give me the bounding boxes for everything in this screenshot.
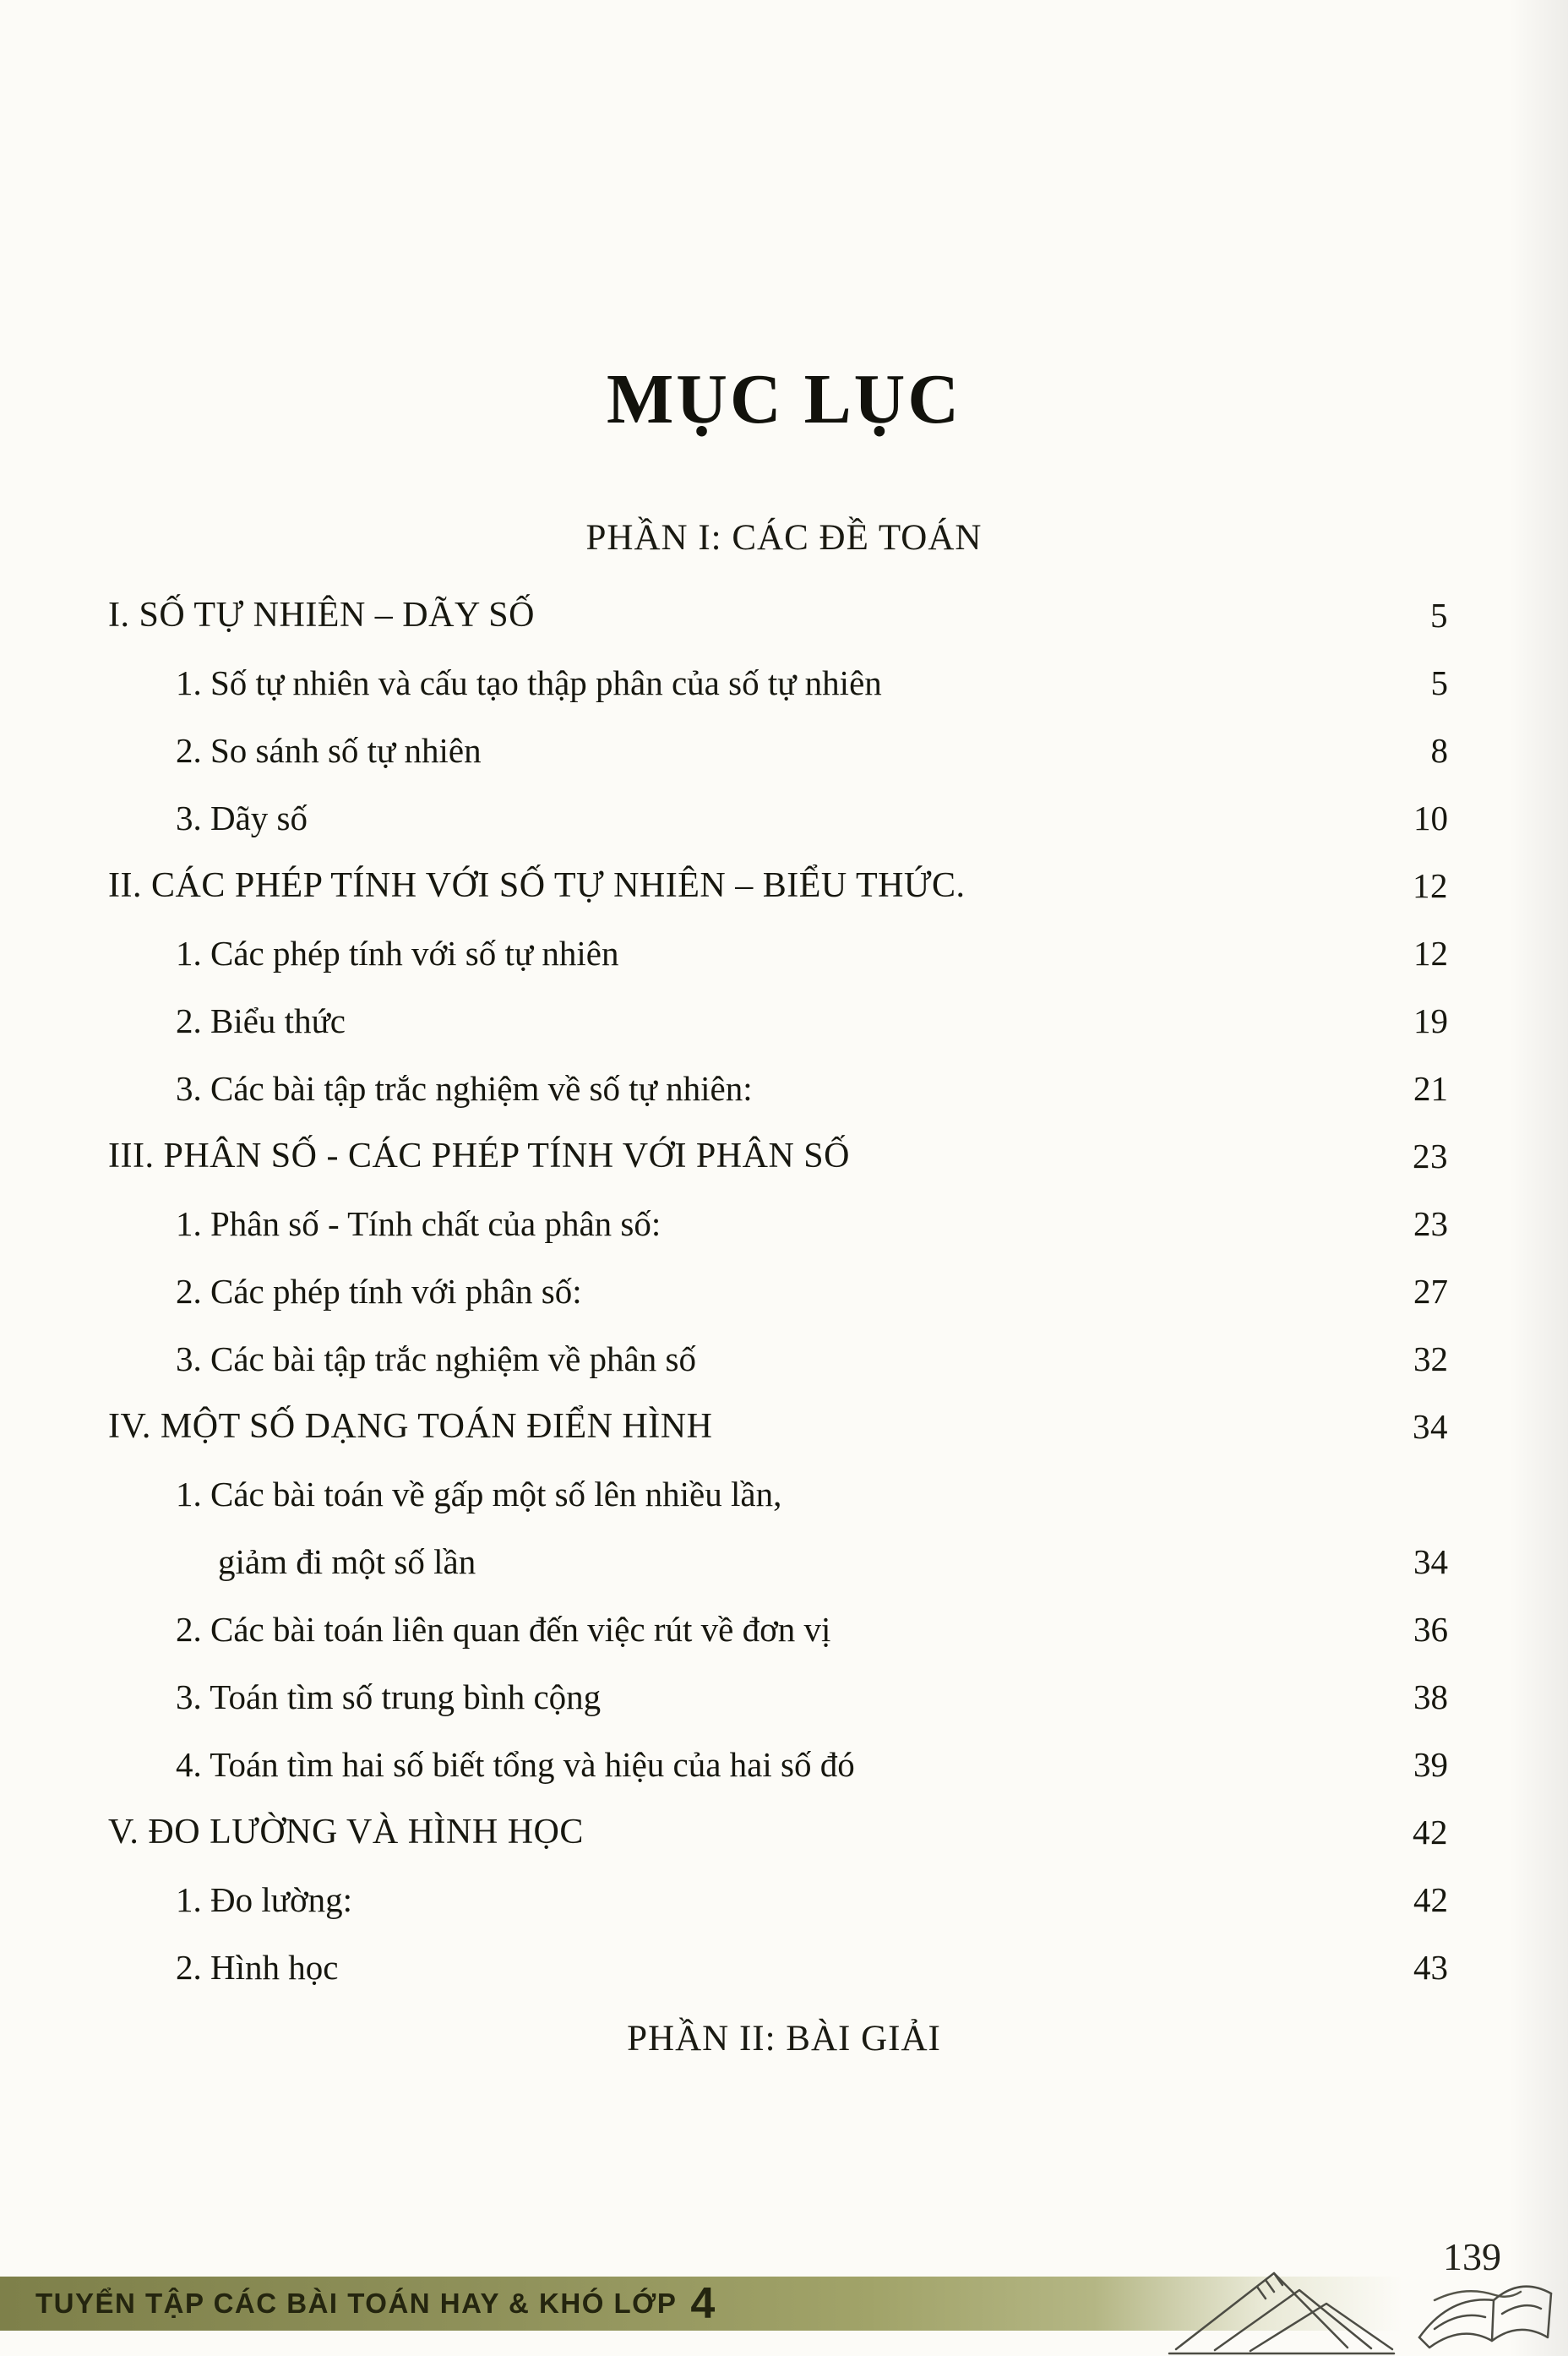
- corner-page-number: 139: [1443, 2235, 1501, 2278]
- toc-entry-label: 1. Đo lường:: [176, 1880, 353, 1919]
- toc-entry-page: 5: [1430, 663, 1448, 702]
- toc-section-row: [108, 1393, 1448, 1460]
- toc-item-row: [108, 1731, 1448, 1798]
- toc-item-row: [108, 1325, 1448, 1393]
- toc-entry-page: 8: [1430, 731, 1448, 770]
- toc-section-row: [108, 581, 1448, 649]
- toc-entry-label: 1. Phân số - Tính chất của phân số:: [176, 1204, 662, 1243]
- toc-entry-label: IV. MỘT SỐ DẠNG TOÁN ĐIỂN HÌNH: [108, 1407, 713, 1446]
- footer-grade-number: 4: [690, 2279, 716, 2328]
- part2-heading: PHẦN II: BÀI GIẢI: [627, 2019, 941, 2059]
- toc-item-row: [108, 1663, 1448, 1731]
- toc-item-row: [108, 1257, 1448, 1325]
- toc-entry-page: 42: [1413, 1880, 1448, 1919]
- toc-entry-page: 12: [1413, 866, 1448, 905]
- toc-entry-page: 38: [1413, 1677, 1448, 1716]
- toc-entry-label: 3. Các bài tập trắc nghiệm về số tự nhiên:: [176, 1069, 753, 1108]
- toc-entry-page: 36: [1413, 1610, 1448, 1649]
- toc-entry-page: 42: [1413, 1813, 1448, 1852]
- toc-entry-label: 2. Biểu thức: [176, 1001, 346, 1040]
- toc-entry-label: 3. Dãy số: [176, 799, 308, 837]
- toc-entry-page: 23: [1413, 1137, 1448, 1175]
- toc-entry-label: 2. Hình học: [176, 1948, 339, 1987]
- toc-entry-page: 34: [1413, 1407, 1448, 1446]
- toc-entry-label: 2. Các bài toán liên quan đến việc rút về đơn vị: [176, 1610, 831, 1649]
- toc-list: [108, 581, 1448, 2001]
- footer-series-title: TUYỂN TẬP CÁC BÀI TOÁN HAY & KHÓ LỚP: [35, 2288, 678, 2319]
- toc-section-row: [108, 1122, 1448, 1190]
- toc-item-row: [108, 919, 1448, 987]
- toc-entry-page: 43: [1413, 1948, 1448, 1987]
- toc-item-row: [108, 1190, 1448, 1257]
- toc-item-row: [108, 1866, 1448, 1933]
- toc-item-row: [108, 1595, 1448, 1663]
- toc-entry-label: I. SỐ TỰ NHIÊN – DÃY SỐ: [108, 596, 535, 635]
- toc-entry-label: 4. Toán tìm hai số biết tổng và hiệu của hai số đó: [176, 1745, 855, 1784]
- toc-entry-page: 34: [1413, 1542, 1448, 1581]
- toc-entry-label: V. ĐO LƯỜNG VÀ HÌNH HỌC: [108, 1813, 584, 1852]
- toc-entry-page: 32: [1413, 1339, 1448, 1378]
- toc-item-row: [108, 1933, 1448, 2001]
- books-doodle-illustration: [1166, 2229, 1563, 2356]
- toc-entry-page: 23: [1413, 1204, 1448, 1243]
- part1-heading: PHẦN I: CÁC ĐỀ TOÁN: [585, 518, 983, 558]
- toc-entry-label: 1. Các bài toán về gấp một số lên nhiều lần, giảm đi một số lần: [176, 1475, 782, 1581]
- toc-item-row: [108, 649, 1448, 717]
- toc-item-row: [108, 1460, 1448, 1595]
- toc-entry-page: 19: [1413, 1001, 1448, 1040]
- toc-item-row: [108, 717, 1448, 784]
- page-title: MỤC LỤC: [607, 360, 961, 439]
- toc-entry-page: 39: [1413, 1745, 1448, 1784]
- toc-entry-page: 12: [1413, 934, 1448, 973]
- page-edge-shadow: [1509, 0, 1568, 2356]
- toc-entry-page: 21: [1413, 1069, 1448, 1108]
- toc-entry-label: 2. Các phép tính với phân số:: [176, 1272, 582, 1311]
- toc-section-row: [108, 852, 1448, 919]
- toc-entry-label: 1. Số tự nhiên và cấu tạo thập phân của số tự nhiên: [176, 663, 882, 702]
- toc-entry-page: 5: [1430, 596, 1448, 635]
- toc-entry-label: III. PHÂN SỐ - CÁC PHÉP TÍNH VỚI PHÂN SỐ: [108, 1137, 850, 1175]
- toc-entry-label: 3. Các bài tập trắc nghiệm về phân số: [176, 1339, 696, 1378]
- toc-entry-label: II. CÁC PHÉP TÍNH VỚI SỐ TỰ NHIÊN – BIỂU THỨC.: [108, 866, 966, 905]
- toc-item-row: [108, 1055, 1448, 1122]
- toc-entry-label: 2. So sánh số tự nhiên: [176, 731, 482, 770]
- toc-entry-label: 1. Các phép tính với số tự nhiên: [176, 934, 619, 973]
- toc-item-row: [108, 987, 1448, 1055]
- toc-entry-page: 27: [1413, 1272, 1448, 1311]
- toc-item-row: [108, 784, 1448, 852]
- toc-entry-label: 3. Toán tìm số trung bình cộng: [176, 1677, 602, 1716]
- toc-entry-page: 10: [1413, 799, 1448, 837]
- toc-section-row: [108, 1798, 1448, 1866]
